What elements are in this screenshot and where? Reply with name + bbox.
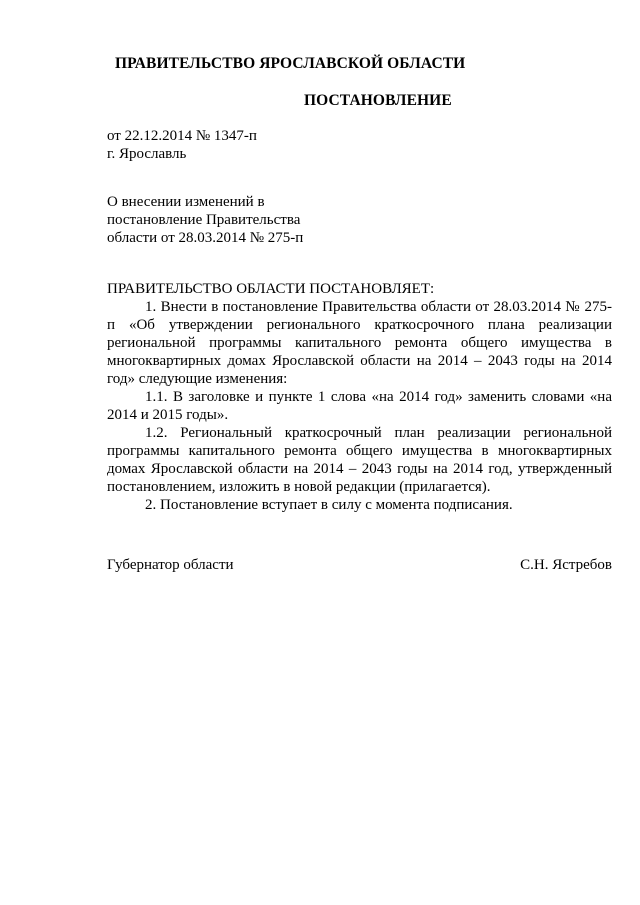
subject-line: О внесении изменений в [107, 194, 265, 210]
org-heading: ПРАВИТЕЛЬСТВО ЯРОСЛАВСКОЙ ОБЛАСТИ [115, 55, 466, 72]
subject-line: области от 28.03.2014 № 275-п [107, 230, 304, 246]
signatory-position: Губернатор области [107, 557, 234, 573]
signatory-name: С.Н. Ястребов [520, 557, 612, 573]
signature-block [107, 556, 612, 574]
subject-line: постановление Правительства [107, 212, 301, 228]
doc-type-heading: ПОСТАНОВЛЕНИЕ [304, 92, 452, 109]
subject [107, 193, 303, 247]
decree-body [107, 280, 612, 514]
decree-intro: ПРАВИТЕЛЬСТВО ОБЛАСТИ ПОСТАНОВЛЯЕТ: [107, 281, 435, 297]
paragraph-1: 1. Внести в постановление Правительства области от 28.03.2014 № 275-п «Об утверждении регионального краткосрочного плана реализации региональной программы капитального ремонта общего имущества в многоквартирных домах Ярославской области на 2014 – 2043 годы на 2014 год» следующие изменения: [107, 299, 612, 387]
city: г. Ярославль [107, 146, 187, 162]
date-number: от 22.12.2014 № 1347-п [107, 128, 257, 144]
paragraph-1-1: 1.1. В заголовке и пункте 1 слова «на 2014 год» заменить словами «на 2014 и 2015 годы». [107, 389, 612, 423]
paragraph-2: 2. Постановление вступает в силу с момента подписания. [145, 497, 513, 513]
paragraph-1-2: 1.2. Региональный краткосрочный план реализации региональной программы капитального ремонта общего имущества в многоквартирных домах Ярославской области на 2014 – 2043 годы на 2014 год, утвержденный постановлением, изложить в новой редакции (прилагается). [107, 425, 612, 495]
doc-meta [107, 127, 257, 163]
